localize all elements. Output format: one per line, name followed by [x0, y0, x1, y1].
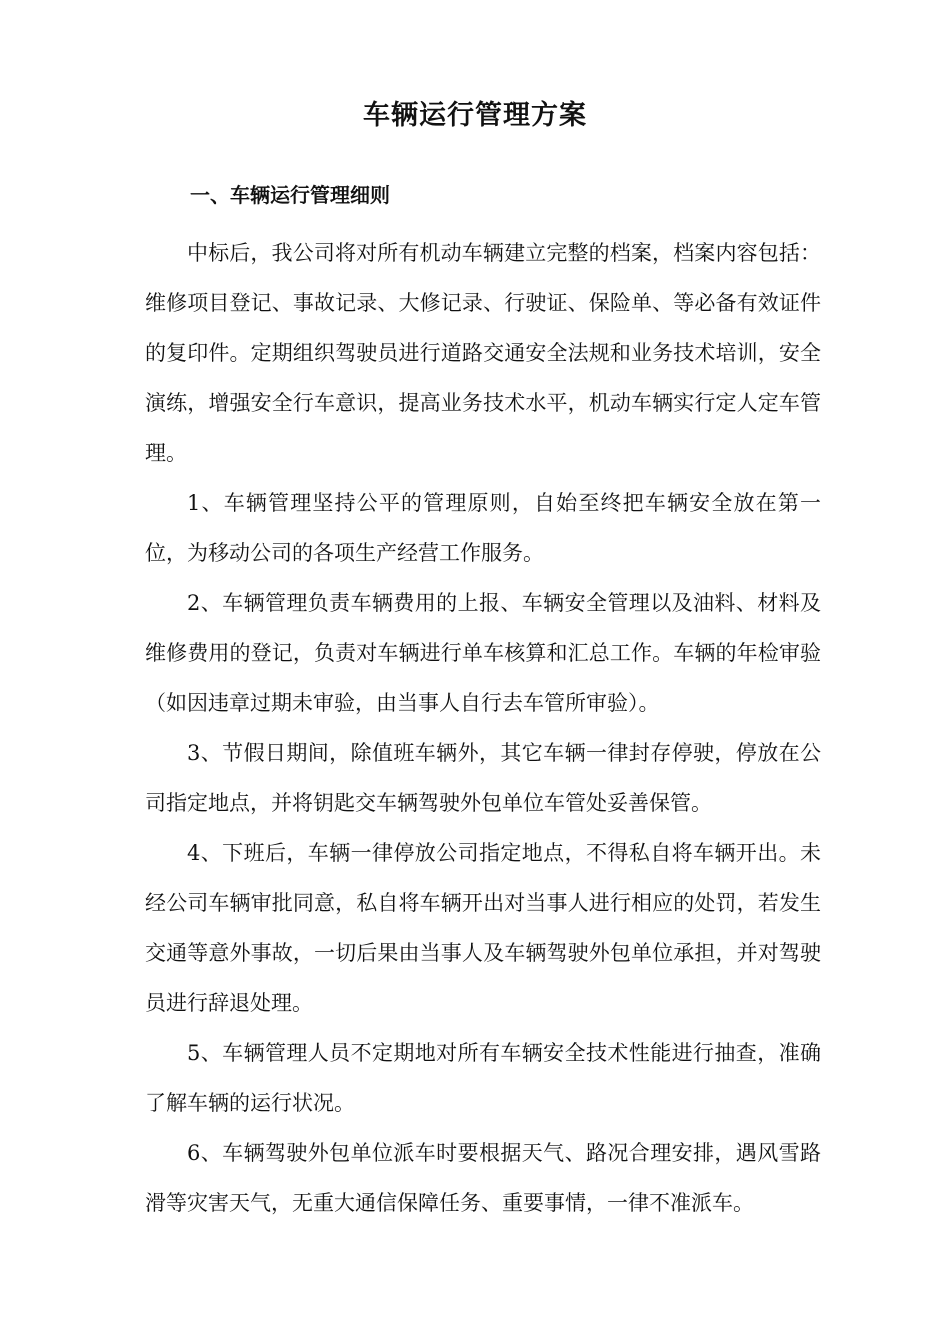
- paragraph-item-4: 4、下班后，车辆一律停放公司指定地点，不得私自将车辆开出。未经公司车辆审批同意，私自将车辆开出对当事人进行相应的处罚，若发生交通等意外事故，一切后果由当事人及车辆驾驶外包单位承担，并对驾驶员进行辞退处理。: [145, 841, 821, 1015]
- paragraph-item-2: 2、车辆管理负责车辆费用的上报、车辆安全管理以及油料、材料及维修费用的登记，负责对车辆进行单车核算和汇总工作。车辆的年检审验（如因违章过期未审验，由当事人自行去车管所审验）。: [145, 591, 821, 715]
- paragraph-item-1: 1、车辆管理坚持公平的管理原则，自始至终把车辆安全放在第一位，为移动公司的各项生产经营工作服务。: [145, 491, 821, 565]
- document-body: [145, 228, 821, 1228]
- paragraph-item-6: 6、车辆驾驶外包单位派车时要根据天气、路况合理安排，遇风雪路滑等灾害天气，无重大通信保障任务、重要事情，一律不准派车。: [145, 1141, 821, 1215]
- section-heading: 一、车辆运行管理细则: [190, 183, 390, 207]
- paragraph-item-5: 5、车辆管理人员不定期地对所有车辆安全技术性能进行抽查，准确了解车辆的运行状况。: [145, 1041, 821, 1115]
- paragraph-intro: 中标后，我公司将对所有机动车辆建立完整的档案，档案内容包括：维修项目登记、事故记录、大修记录、行驶证、保险单、等必备有效证件的复印件。定期组织驾驶员进行道路交通安全法规和业务技术培训，安全演练，增强安全行车意识，提高业务技术水平，机动车辆实行定人定车管理。: [145, 241, 821, 465]
- document-title: 车辆运行管理方案: [363, 100, 587, 131]
- paragraph-item-3: 3、节假日期间，除值班车辆外，其它车辆一律封存停驶，停放在公司指定地点，并将钥匙交车辆驾驶外包单位车管处妥善保管。: [145, 741, 821, 815]
